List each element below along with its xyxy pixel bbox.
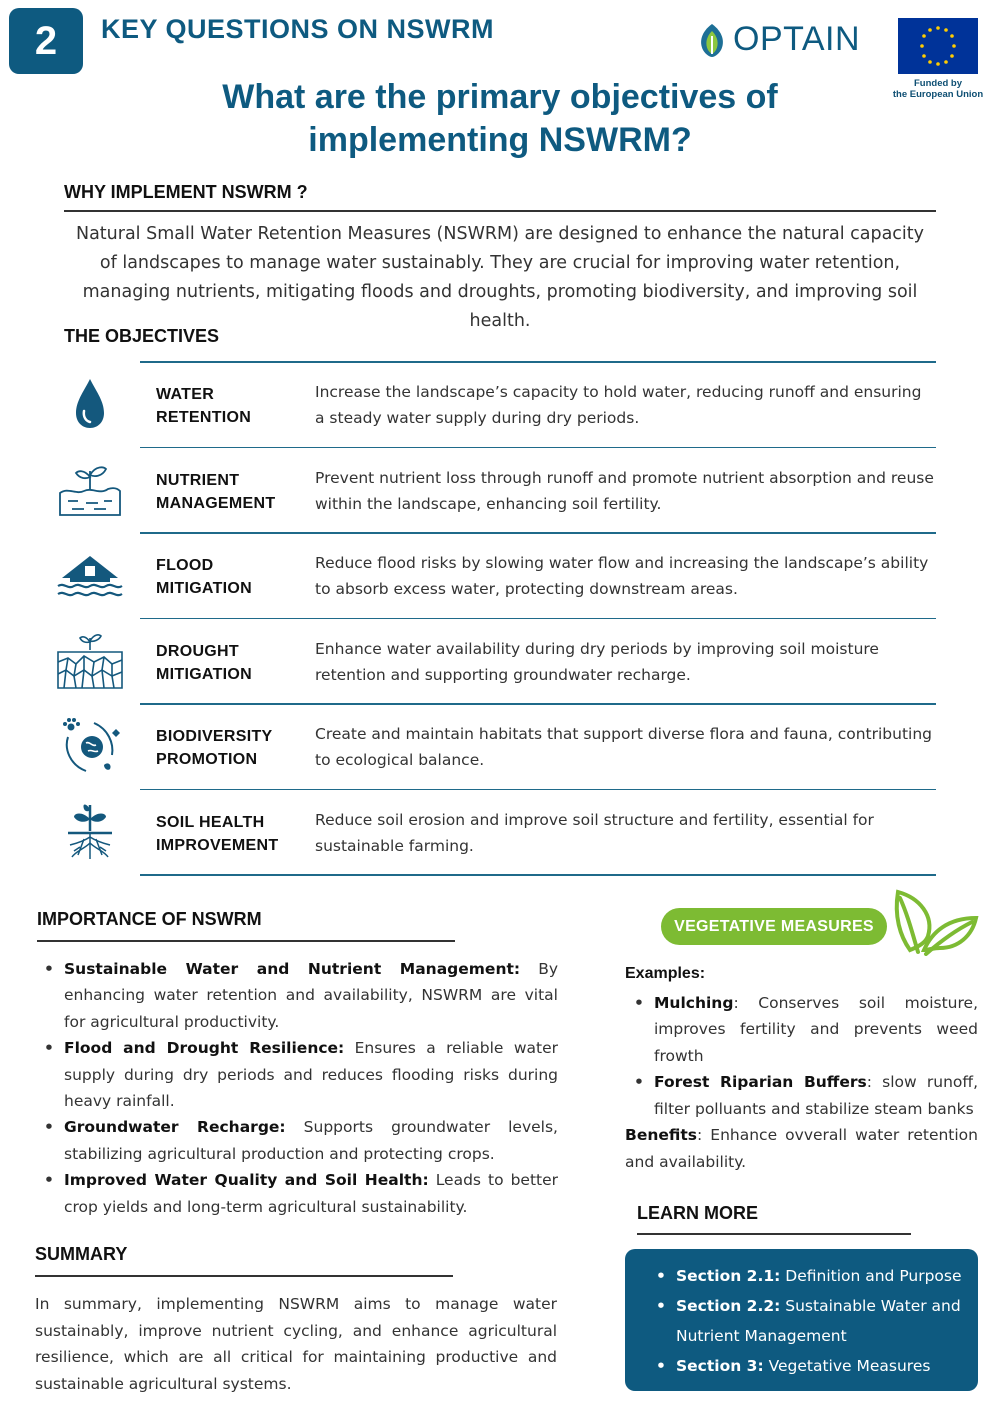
objective-label-line2: IMPROVEMENT <box>156 836 279 854</box>
optain-logo-text: OPTAIN <box>733 20 861 58</box>
summary-divider <box>35 1275 453 1277</box>
section-number-badge: 2 <box>9 8 83 74</box>
section-title: KEY QUESTIONS ON NSWRM <box>101 14 495 44</box>
objective-label-line2: MANAGEMENT <box>156 494 276 512</box>
list-item-text: Leads to better crop yields and long-term agricultural sustainability. <box>64 1171 559 1216</box>
benefits-label: Benefits <box>625 1126 697 1144</box>
objective-description: Create and maintain habitats that support diverse flora and fauna, contributing to ecological balance. <box>315 725 932 770</box>
importance-divider <box>37 940 455 942</box>
objective-row-water-retention <box>40 361 936 447</box>
objective-label-line1: SOIL HEALTH <box>156 813 265 831</box>
objective-description: Enhance water availability during dry periods by improving soil moisture retention and supporting groundwater recharge. <box>315 639 879 684</box>
page-title-line1: What are the primary objectives of <box>222 78 778 116</box>
row-divider <box>140 532 936 534</box>
list-item <box>38 1114 558 1167</box>
importance-list <box>38 956 558 1220</box>
objective-row-soil-health-improvement <box>40 789 936 875</box>
objective-label-line1: NUTRIENT <box>156 471 240 489</box>
objective-row-flood-mitigation <box>40 532 936 618</box>
objective-label-line2: MITIGATION <box>156 665 253 683</box>
list-item-title: Groundwater Recharge: <box>64 1118 286 1137</box>
link-section-title: Vegetative Measures <box>763 1357 931 1375</box>
benefits-text <box>625 1122 978 1175</box>
learn-more-link[interactable] <box>650 1351 970 1381</box>
list-item <box>38 956 558 1035</box>
learn-more-divider <box>637 1233 911 1235</box>
eu-flag <box>898 18 978 74</box>
objectives-bottom-divider <box>140 874 936 876</box>
objectives-table <box>40 361 936 875</box>
eu-stars-icon <box>898 18 978 74</box>
eu-caption-line2: the European Union <box>892 89 984 100</box>
list-item-text: Supports groundwater levels, stabilizing agricultural production and protecting crops. <box>64 1118 558 1163</box>
importance-heading: IMPORTANCE OF NSWRM <box>37 909 262 929</box>
objective-label <box>156 469 306 515</box>
list-item-text: Ensures a reliable water supply during dry periods and reduces flooding risks during heavy rainfall. <box>64 1039 558 1111</box>
objective-label <box>156 811 306 857</box>
objective-label-line2: PROMOTION <box>156 751 258 769</box>
list-item <box>38 1035 558 1114</box>
list-item-text: : slow runoff, filter polluants and stabilize steam banks <box>654 1073 978 1118</box>
page-title-line2: implementing NSWRM? <box>308 121 692 159</box>
objective-label <box>156 725 306 771</box>
row-divider <box>140 361 936 363</box>
learn-more-link[interactable] <box>650 1261 970 1291</box>
objective-label-line1: WATER <box>156 386 215 403</box>
row-divider <box>140 447 936 449</box>
row-divider <box>140 703 936 705</box>
vegetative-examples-list <box>628 990 978 1122</box>
examples-label: Examples: <box>625 965 706 982</box>
list-item-text: : Conserves soil moisture, improves fertility and prevents weed frowth <box>654 994 978 1065</box>
link-section-number: Section 3: <box>676 1357 764 1375</box>
why-heading: WHY IMPLEMENT NSWRM ? <box>64 182 308 202</box>
benefits-value: : Enhance ovverall water retention and availability. <box>625 1126 978 1171</box>
list-item-title: Improved Water Quality and Soil Health: <box>64 1171 429 1190</box>
learn-more-box <box>625 1249 978 1391</box>
objective-label <box>156 554 306 600</box>
plant-roots-icon <box>54 801 126 863</box>
optain-leaf-icon <box>697 22 727 58</box>
sprout-soil-icon <box>54 459 126 521</box>
row-divider <box>140 789 936 791</box>
list-item-title: Forest Riparian Buffers <box>654 1073 867 1092</box>
objective-row-nutrient-management <box>40 447 936 533</box>
summary-text: In summary, implementing NSWRM aims to manage water sustainably, improve nutrient cycling, and enhance agricultural resilience, which are all critical for maintaining productive and sustainable agricultural systems. <box>35 1295 557 1393</box>
page-title <box>130 76 870 162</box>
leaves-icon <box>890 888 982 956</box>
vegetative-measures-pill: VEGETATIVE MEASURES <box>661 908 887 945</box>
objective-row-drought-mitigation <box>40 618 936 704</box>
list-item-title: Mulching <box>654 994 734 1012</box>
list-item-title: Flood and Drought Resilience: <box>64 1039 345 1058</box>
link-section-title: Definition and Purpose <box>780 1267 962 1285</box>
list-item <box>628 990 978 1069</box>
objective-description: Reduce flood risks by slowing water flow and increasing the landscape’s ability to absorb excess water, protecting downstream areas. <box>315 554 929 599</box>
learn-more-list <box>650 1261 970 1381</box>
eu-caption-line1: Funded by <box>913 78 963 89</box>
link-section-title: Sustainable Water and Nutrient Management <box>676 1297 961 1345</box>
eu-funding-caption <box>886 78 990 100</box>
objective-description: Reduce soil erosion and improve soil structure and fertility, essential for sustainable farming. <box>315 810 874 855</box>
objective-label-line1: DROUGHT <box>156 642 239 660</box>
learn-more-link[interactable] <box>650 1291 970 1351</box>
objective-description: Increase the landscape’s capacity to hold water, reducing runoff and ensuring a steady water supply during dry periods. <box>315 383 922 427</box>
cracked-soil-icon <box>54 630 126 692</box>
objective-row-biodiversity-promotion <box>40 703 936 789</box>
objective-label-line1: FLOOD <box>156 557 214 575</box>
summary-heading: SUMMARY <box>35 1244 128 1264</box>
list-item <box>628 1069 978 1122</box>
learn-more-heading: LEARN MORE <box>637 1203 758 1223</box>
objective-label-line2: MITIGATION <box>156 580 253 598</box>
objective-label-line2: RETENTION <box>156 409 252 426</box>
optain-logo <box>697 20 860 59</box>
objective-label-line1: BIODIVERSITY <box>156 728 273 746</box>
why-divider <box>64 210 936 212</box>
objective-label <box>156 640 306 686</box>
list-item-text: By enhancing water retention and availability, NSWRM are vital for agricultural productivity. <box>64 960 559 1031</box>
link-section-number: Section 2.1: <box>676 1267 781 1285</box>
flooded-house-icon <box>54 544 126 606</box>
water-drop-icon <box>54 373 126 435</box>
list-item-title: Sustainable Water and Nutrient Management: <box>64 960 521 978</box>
objectives-heading: THE OBJECTIVES <box>64 326 220 346</box>
objective-description: Prevent nutrient loss through runoff and promote nutrient absorption and reuse within the landscape, enhancing soil fertility. <box>315 468 934 513</box>
biodiversity-icon <box>54 715 126 777</box>
why-text: Natural Small Water Retention Measures (NSWRM) are designed to enhance the natural capacity of landscapes to manage water sustainably. They are crucial for improving water retention, managing nutrients, mitigating floods and droughts, promoting biodiversity, and improving soil health. <box>75 224 925 331</box>
list-item <box>38 1167 558 1220</box>
row-divider <box>140 618 936 620</box>
link-section-number: Section 2.2: <box>676 1297 781 1315</box>
objective-label <box>156 383 306 429</box>
